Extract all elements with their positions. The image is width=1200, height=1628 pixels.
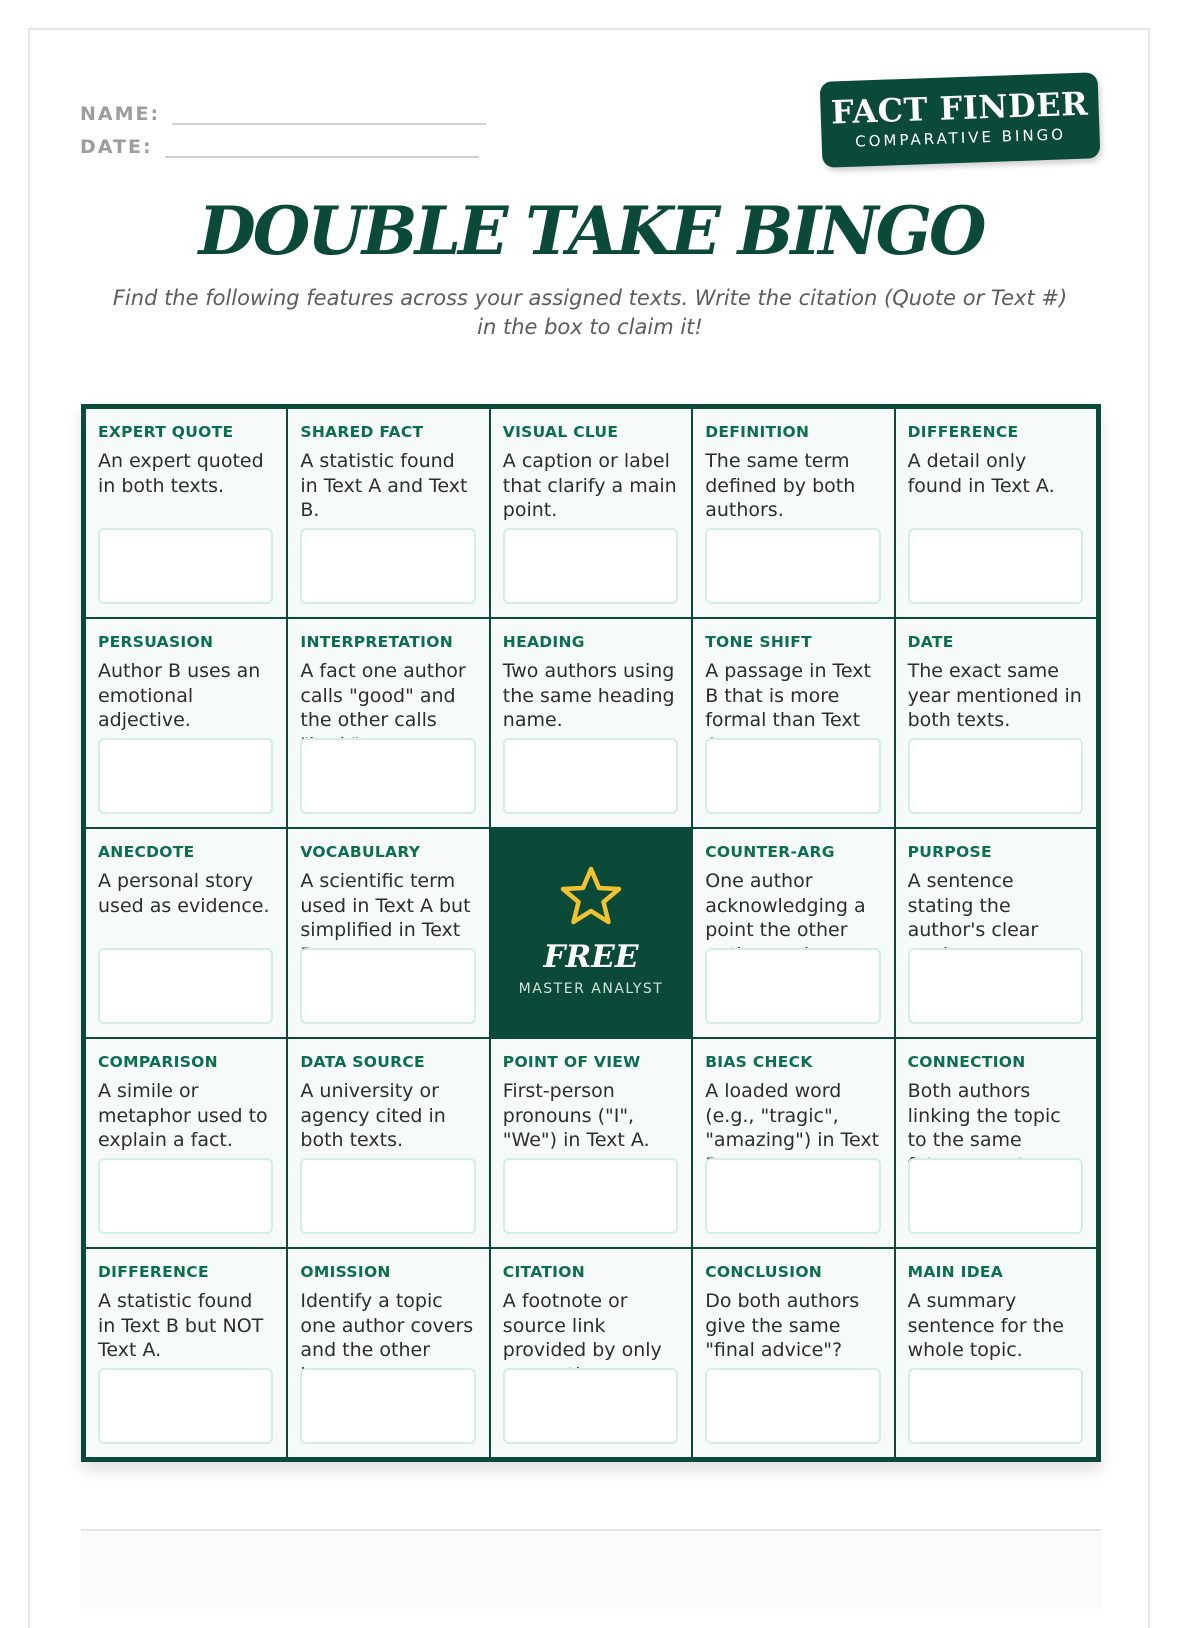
cell-label: OMISSION (300, 1263, 391, 1281)
bingo-cell (896, 409, 1096, 617)
cell-label: CITATION (502, 1263, 585, 1281)
citation-input-box[interactable] (705, 1368, 880, 1444)
cell-label: VOCABULARY (300, 843, 421, 861)
cell-label: TONE SHIFT (705, 633, 812, 651)
free-sublabel: MASTER ANALYST (518, 981, 664, 997)
citation-input-box[interactable] (503, 738, 678, 814)
cell-label: HEADING (502, 633, 585, 651)
bingo-cell (693, 829, 893, 1037)
citation-input-box[interactable] (705, 948, 880, 1024)
bingo-cell (896, 1039, 1096, 1247)
date-row (80, 125, 486, 158)
cell-description: A footnote or source link provided by only (502, 1290, 662, 1361)
bingo-cell (491, 1249, 691, 1457)
cell-label: DEFINITION (705, 423, 810, 441)
date-field[interactable] (165, 138, 479, 158)
bingo-cell (896, 1249, 1096, 1457)
instructions: Find the following features across your assigned texts. Write the citation (Quote or Text #) in the box to claim it! (112, 286, 1068, 339)
bingo-cell (491, 409, 691, 617)
citation-input-box[interactable] (705, 1158, 880, 1234)
star-icon (559, 865, 623, 927)
cell-description: A caption or label that clarify a main point. (502, 450, 677, 521)
cell-label: EXPERT QUOTE (98, 423, 234, 441)
free-space-cell (491, 829, 691, 1037)
bingo-cell (491, 619, 691, 827)
cell-label: PERSUASION (98, 633, 214, 651)
citation-input-box[interactable] (503, 1158, 678, 1234)
cell-label: MAIN IDEA (907, 1263, 1004, 1281)
cell-description: A sentence stating the author's clear (907, 870, 1039, 941)
bingo-cell (491, 1039, 691, 1247)
citation-input-box[interactable] (705, 738, 880, 814)
cell-label: POINT OF VIEW (502, 1053, 641, 1071)
cell-description: First-person pronouns ("I", "We") in Text A. (502, 1080, 650, 1151)
bingo-cell (86, 619, 286, 827)
bingo-cell (896, 619, 1096, 827)
bingo-cell (288, 619, 488, 827)
cell-description: A simile or metaphor used to explain a fact. (98, 1080, 268, 1151)
name-field[interactable] (172, 105, 486, 125)
cell-description: Identify a topic one author covers and the other (300, 1290, 474, 1361)
cell-description: A detail only found in Text A. (907, 450, 1055, 497)
citation-input-box[interactable] (705, 528, 880, 604)
bingo-cell (86, 409, 286, 617)
bingo-cell (288, 1249, 488, 1457)
cell-description: Both authors linking the topic to the same (907, 1080, 1061, 1151)
cell-description: Do both authors give the same "final advice"? (705, 1290, 860, 1361)
cell-label: DATE (907, 633, 954, 651)
citation-input-box[interactable] (98, 1368, 273, 1444)
fact-finder-badge (820, 72, 1101, 168)
citation-input-box[interactable] (503, 528, 678, 604)
citation-input-box[interactable] (300, 1158, 475, 1234)
bingo-cell (86, 829, 286, 1037)
bingo-cell (288, 1039, 488, 1247)
bingo-cell (288, 829, 488, 1037)
bingo-cell (896, 829, 1096, 1037)
cell-label: INTERPRETATION (300, 633, 453, 651)
badge-subtitle: COMPARATIVE BINGO (854, 125, 1067, 151)
citation-input-box[interactable] (908, 528, 1083, 604)
bingo-cell (693, 409, 893, 617)
cell-description: A fact one author calls "good" and the other calls (300, 660, 466, 731)
cell-description: A university or agency cited in both texts. (300, 1080, 446, 1151)
bingo-cell (86, 1039, 286, 1247)
cell-label: COMPARISON (98, 1053, 218, 1071)
citation-input-box[interactable] (300, 1368, 475, 1444)
cell-description: A summary sentence for the whole topic. (907, 1290, 1064, 1361)
citation-input-box[interactable] (908, 948, 1083, 1024)
date-label: DATE: (80, 136, 153, 158)
citation-input-box[interactable] (98, 528, 273, 604)
cell-label: DIFFERENCE (98, 1263, 209, 1281)
name-label: NAME: (80, 103, 161, 125)
cell-description: A passage in Text B that is more formal than Text (705, 660, 871, 731)
name-row (80, 92, 486, 125)
cell-description: A personal story used as evidence. (98, 870, 270, 917)
cell-description: One author acknowledging a point the other (705, 870, 866, 941)
citation-input-box[interactable] (98, 1158, 273, 1234)
cell-label: DATA SOURCE (300, 1053, 425, 1071)
badge-title: FACT FINDER (830, 84, 1089, 132)
cell-description: Author B uses an emotional adjective. (98, 660, 261, 731)
cell-description: The exact same year mentioned in both texts. (907, 660, 1082, 731)
cell-description: A loaded word (e.g., "tragic", "amazing") in Text (705, 1080, 880, 1151)
citation-input-box[interactable] (98, 948, 273, 1024)
citation-input-box[interactable] (300, 948, 475, 1024)
bingo-cell (693, 1039, 893, 1247)
cell-label: DIFFERENCE (907, 423, 1019, 441)
bingo-cell (86, 1249, 286, 1457)
cell-label: BIAS CHECK (705, 1053, 813, 1071)
student-info (80, 92, 486, 158)
cell-label: CONCLUSION (705, 1263, 823, 1281)
cell-label: ANECDOTE (98, 843, 195, 861)
cell-label: CONNECTION (907, 1053, 1026, 1071)
bingo-grid (81, 404, 1101, 1462)
citation-input-box[interactable] (98, 738, 273, 814)
citation-input-box[interactable] (300, 528, 475, 604)
cell-description: A statistic found in Text A and Text B. (300, 450, 468, 521)
cell-description: A statistic found in Text B but NOT Text A. (98, 1290, 264, 1361)
bingo-cell (288, 409, 488, 617)
free-label: FREE (543, 939, 639, 975)
cell-label: COUNTER-ARG (705, 843, 835, 861)
citation-input-box[interactable] (908, 738, 1083, 814)
cell-label: SHARED FACT (300, 423, 424, 441)
bingo-cell (693, 1249, 893, 1457)
cell-description: The same term defined by both authors. (705, 450, 856, 521)
footer-area (81, 1529, 1101, 1609)
citation-input-box[interactable] (908, 1158, 1083, 1234)
page-title: DOUBLE TAKE BINGO (198, 192, 984, 270)
worksheet-page (28, 28, 1150, 1628)
cell-label: PURPOSE (907, 843, 992, 861)
citation-input-box[interactable] (300, 738, 475, 814)
cell-description: Two authors using the same heading name. (502, 660, 675, 731)
cell-description: A scientific term used in Text A but simplified in Text (300, 870, 471, 941)
cell-label: VISUAL CLUE (502, 423, 619, 441)
citation-input-box[interactable] (908, 1368, 1083, 1444)
cell-description: An expert quoted in both texts. (98, 450, 264, 497)
bingo-cell (693, 619, 893, 827)
citation-input-box[interactable] (503, 1368, 678, 1444)
